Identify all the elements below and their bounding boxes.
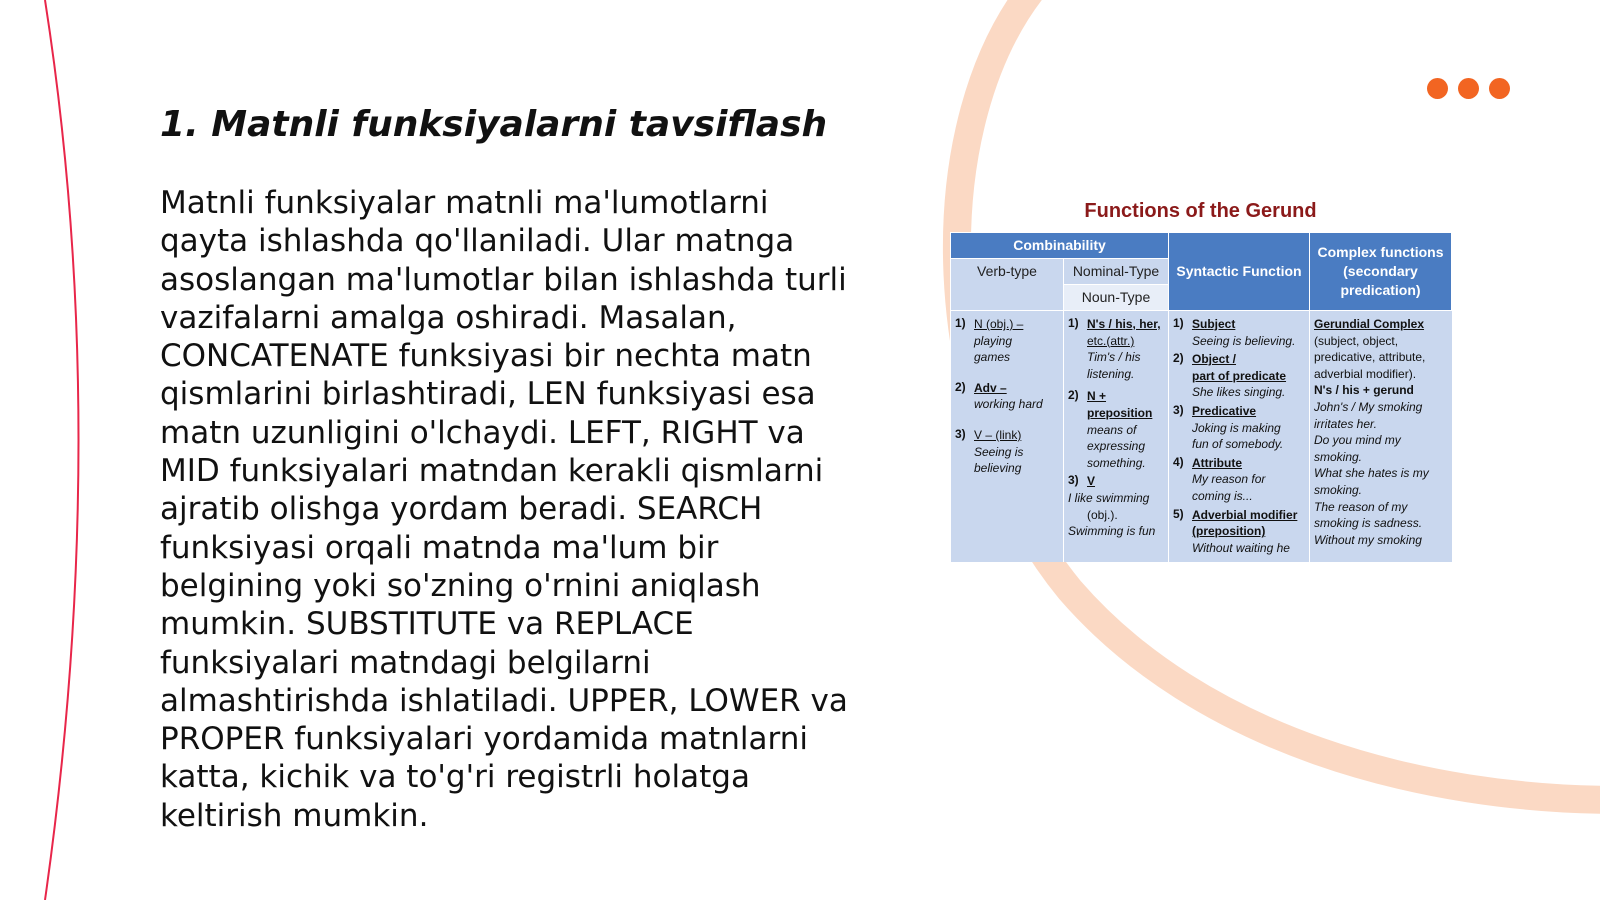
item-text: games bbox=[974, 350, 1011, 365]
header-combinability: Combinability bbox=[951, 233, 1169, 259]
item-text: N's / his, her, bbox=[1087, 317, 1161, 331]
item-text: V bbox=[1087, 474, 1096, 489]
header-syntactic-function: Syntactic Function bbox=[1169, 233, 1310, 311]
item-text: expressing bbox=[1087, 439, 1146, 454]
gerund-functions-table bbox=[950, 232, 1452, 562]
verb-type-cell bbox=[951, 311, 1064, 563]
item-text: part of predicate bbox=[1192, 368, 1287, 383]
item-text: smoking. bbox=[1314, 482, 1363, 497]
item-text: coming is... bbox=[1192, 488, 1253, 503]
item-text: John's / My smoking bbox=[1314, 399, 1423, 414]
item-number: 3) bbox=[1068, 473, 1079, 488]
item-number: 1) bbox=[1173, 316, 1184, 330]
item-text: N's / his + gerund bbox=[1314, 383, 1414, 398]
list-item bbox=[1173, 351, 1305, 401]
item-number: 1) bbox=[955, 316, 966, 330]
list-item bbox=[1173, 507, 1305, 557]
item-text: means of bbox=[1087, 422, 1137, 437]
slide-body-text: Matnli funksiyalar matnli ma'lumotlarni qayta ishlashda qo'llaniladi. Ular matnga asoslangan ma'lumotlar bilan ishlashda turli vazifalarni amalga oshiradi. Masalan, CONCATENATE funksiyasi bir nechta matn qismlarini birlashtiradi, LEN funksiyasi esa matn uzunligini o'lchaydi. LEFT, RIGHT va MID funksiyalari matndan kerakli qismlarni ajratib olishga yordam beradi. SEARCH funksiyasi orqali matnda ma'lum bir belgining yoki so'zning o'rnini aniqlash mumkin. SUBSTITUTE va REPLACE funksiyalari matndagi belgilarni almashtirishda ishlatiladi. UPPER, LOWER va PROPER funksiyalari yordamida matnlarni katta, kichik va to'g'ri registrli holatga keltirish mumkin. bbox=[160, 185, 848, 834]
item-text: Joking is making bbox=[1192, 420, 1281, 435]
list-item bbox=[1068, 388, 1164, 471]
item-text: believing bbox=[974, 461, 1022, 476]
header-verb-type: Verb-type bbox=[951, 259, 1064, 311]
item-text: fun of somebody. bbox=[1192, 437, 1284, 452]
item-text: Predicative bbox=[1192, 403, 1257, 418]
item-text: Seeing is believing. bbox=[1192, 333, 1296, 348]
complex-functions-cell bbox=[1310, 311, 1452, 563]
item-text: I like swimming bbox=[1068, 490, 1150, 505]
item-text: predicative, attribute, bbox=[1314, 350, 1426, 365]
left-accent-line bbox=[45, 0, 79, 900]
item-text: Swimming is fun bbox=[1068, 524, 1156, 539]
list-item bbox=[1068, 473, 1164, 539]
item-text: working hard bbox=[974, 397, 1043, 412]
item-text: Seeing is bbox=[974, 444, 1024, 459]
item-text: (preposition) bbox=[1192, 524, 1266, 539]
list-item bbox=[1173, 455, 1305, 505]
item-number: 5) bbox=[1173, 506, 1184, 521]
item-text: Adv – bbox=[974, 380, 1007, 395]
item-text: Do you mind my bbox=[1314, 433, 1401, 448]
item-text: Attribute bbox=[1192, 455, 1242, 470]
item-number: 2) bbox=[1173, 351, 1184, 366]
item-number: 2) bbox=[1068, 388, 1079, 403]
syntactic-function-cell bbox=[1169, 311, 1310, 563]
item-number: 4) bbox=[1173, 454, 1184, 469]
list-item bbox=[1068, 316, 1164, 382]
item-text: N (obj.) – bbox=[974, 317, 1024, 331]
item-text: Subject bbox=[1192, 317, 1236, 331]
item-text: something. bbox=[1087, 455, 1146, 470]
item-number: 2) bbox=[955, 379, 966, 394]
item-number: 3) bbox=[955, 426, 966, 441]
item-number: 3) bbox=[1173, 402, 1184, 417]
item-text: adverbial modifier). bbox=[1314, 366, 1417, 381]
item-text: (obj.). bbox=[1087, 507, 1118, 522]
item-text: N + bbox=[1087, 389, 1107, 404]
item-text: irritates her. bbox=[1314, 416, 1377, 431]
noun-type-cell bbox=[1064, 311, 1169, 563]
item-text: Object / bbox=[1192, 352, 1237, 367]
item-text: Gerundial Complex bbox=[1314, 317, 1425, 331]
item-text: Without my smoking bbox=[1314, 532, 1422, 547]
item-text: What she hates is my bbox=[1314, 466, 1429, 481]
slide-title: 1. Matnli funksiyalarni tavsiflash bbox=[160, 104, 828, 145]
gerund-functions-figure bbox=[950, 200, 1451, 562]
accent-dot bbox=[1489, 78, 1510, 99]
item-number: 1) bbox=[1068, 316, 1079, 330]
item-text: The reason of my bbox=[1314, 499, 1408, 514]
item-text: Tim's / his bbox=[1087, 350, 1141, 365]
list-item bbox=[1173, 403, 1305, 453]
item-text: Without waiting he bbox=[1192, 540, 1290, 555]
item-text: My reason for bbox=[1192, 472, 1266, 487]
item-text: listening. bbox=[1087, 366, 1135, 381]
figure-title: Functions of the Gerund bbox=[1084, 200, 1317, 222]
accent-dot bbox=[1458, 78, 1479, 99]
list-item bbox=[955, 427, 1059, 477]
item-text: Adverbial modifier bbox=[1192, 507, 1298, 522]
list-item bbox=[955, 316, 1059, 366]
item-text: V – (link) bbox=[974, 427, 1022, 442]
header-nominal-type: Nominal-Type bbox=[1064, 259, 1169, 285]
accent-dot bbox=[1427, 78, 1448, 99]
menu-dots bbox=[1427, 78, 1510, 99]
item-text: smoking. bbox=[1314, 449, 1363, 464]
item-text: smoking is sadness. bbox=[1314, 516, 1423, 531]
header-complex-functions: Complex functions (secondary predication) bbox=[1310, 233, 1452, 311]
header-noun-type: Noun-Type bbox=[1064, 285, 1169, 311]
list-item bbox=[1173, 316, 1305, 349]
item-text: She likes singing. bbox=[1192, 385, 1286, 400]
item-text: playing bbox=[974, 333, 1013, 348]
list-item bbox=[955, 380, 1059, 413]
item-text: preposition bbox=[1087, 405, 1153, 420]
item-text: (subject, object, bbox=[1314, 333, 1399, 348]
item-text: etc.(attr.) bbox=[1087, 333, 1135, 348]
